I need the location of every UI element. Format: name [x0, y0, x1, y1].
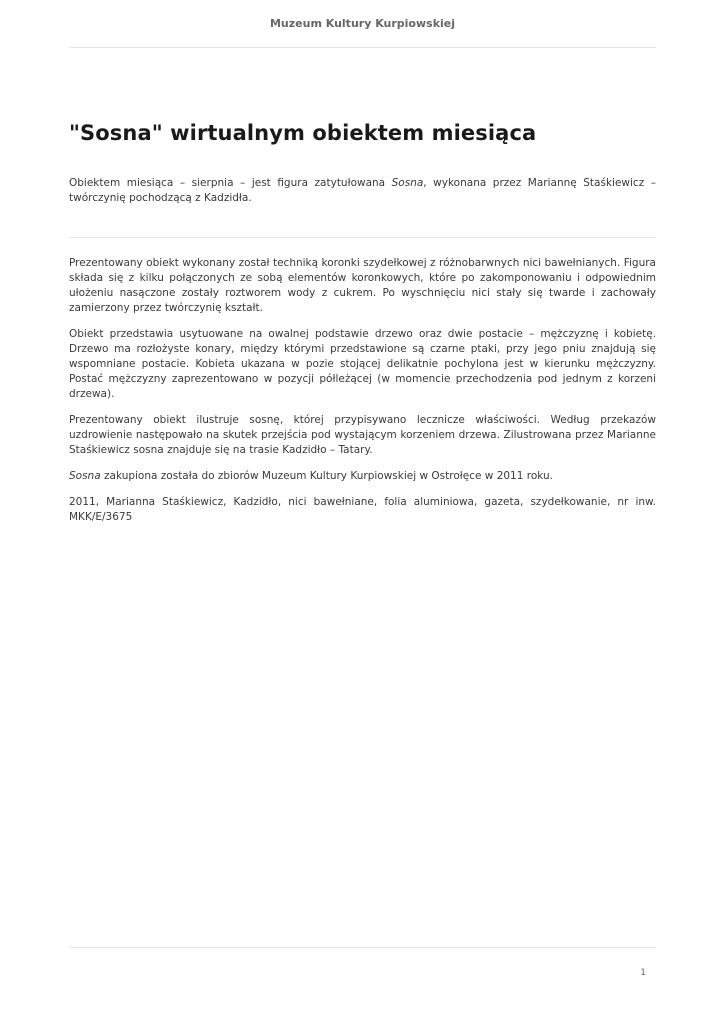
article-body	[69, 256, 656, 536]
acquisition-text: zakupiona została do zbiorów Muzeum Kultury Kurpiowskiej w Ostrołęce w 2011 roku.	[100, 470, 554, 482]
header-divider	[69, 47, 656, 48]
body-paragraph-description: Obiekt przedstawia usytuowane na owalnej podstawie drzewo oraz dwie postacie – mężczyznę i kobietę. Drzewo ma rozłożyste konary, między którymi przedstawione są czarne ptaki, przy jego pniu znajdują się wspomniane postacie. Kobieta ukazana w pozie stojącej delikatnie pochylona jest w kierunku mężczyzny. Postać mężczyzny zaprezentowano w pozycji półleżącej (w momencie przechodzenia pod jednym z korzeni drzewa).	[69, 328, 656, 400]
footer-divider	[69, 947, 656, 948]
body-paragraph-acquisition	[69, 469, 656, 484]
article-title: "Sosna" wirtualnym obiektem miesiąca	[69, 121, 537, 145]
site-header: Muzeum Kultury Kurpiowskiej	[269, 17, 456, 30]
lead-divider	[69, 237, 656, 238]
article-lead	[69, 176, 656, 206]
body-paragraph-meaning: Prezentowany obiekt ilustruje sosnę, której przypisywano lecznicze właściwości. Według przekazów uzdrowienie następowało na skutek przejścia pod wystającym korzeniem drzewa. Zilustrowana przez Marianne Staśkiewicz sosna znajduje się na trasie Kadzidło – Tatary.	[69, 414, 656, 456]
lead-text-start: Obiektem miesiąca – sierpnia – jest figura zatytułowana	[69, 177, 392, 189]
body-paragraph-technique: Prezentowany obiekt wykonany został techniką koronki szydełkowej z różnobarwnych nici bawełnianych. Figura składa się z kilku połączonych ze sobą elementów koronkowych, które po zakomponowaniu i odpowiednim ułożeniu nasączone zostały roztworem wody z cukrem. Po wyschnięciu nici stały się twarde i zachowały zamierzony przez twórczynię kształt.	[69, 257, 656, 314]
catalog-note: 2011, Marianna Staśkiewicz, Kadzidło, nici bawełniane, folia aluminiowa, gazeta, szydełkowanie, nr inw. MKK/E/3675	[69, 496, 656, 523]
page-number: 1	[640, 968, 646, 978]
lead-text-end: , wykonana przez Mariannę Staśkiewicz – twórczynię pochodzącą z Kadzidła.	[69, 177, 656, 204]
lead-object-name: Sosna	[391, 177, 424, 189]
acquisition-object-name: Sosna	[69, 470, 101, 482]
